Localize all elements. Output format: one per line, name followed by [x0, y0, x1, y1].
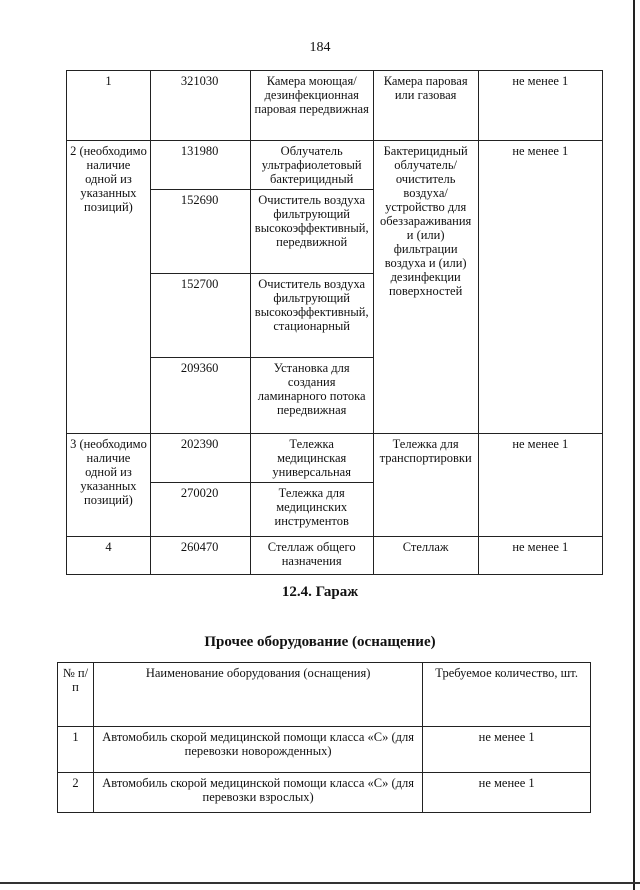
item-name: Очиститель воздуха фильтрующий высокоэффективный, стационарный — [250, 274, 373, 358]
row-number: 2 (необходимо наличие одной из указанных позиций) — [67, 141, 151, 434]
item-name: Установка для создания ламинарного потока передвижная — [250, 358, 373, 434]
row-number: 2 — [58, 773, 94, 813]
page-number: 184 — [309, 40, 331, 55]
table-row — [67, 537, 603, 575]
header-num: № п/п — [58, 663, 94, 727]
item-quantity: не менее 1 — [478, 434, 602, 537]
item-quantity: не менее 1 — [423, 727, 591, 773]
item-quantity: не менее 1 — [478, 537, 602, 575]
table-row — [67, 71, 603, 141]
item-code: 260470 — [150, 537, 250, 575]
item-name: Очиститель воздуха фильтрующий высокоэффективный, передвижной — [250, 190, 373, 274]
item-category: Камера паровая или газовая — [373, 71, 478, 141]
table-header-row — [58, 663, 591, 727]
table-row — [67, 434, 603, 483]
item-quantity: не менее 1 — [423, 773, 591, 813]
item-code: 131980 — [150, 141, 250, 190]
item-category: Тележка для транспортировки — [373, 434, 478, 537]
item-name: Облучатель ультрафиолетовый бактерицидный — [250, 141, 373, 190]
item-name: Автомобиль скорой медицинской помощи класса «С» (для перевозки новорожденных) — [93, 727, 422, 773]
item-category: Бактерицидный облучатель/ очиститель воздуха/ устройство для обеззараживания и (или) фильтрации воздуха и (или) дезинфекции поверхностей — [373, 141, 478, 434]
header-quantity: Требуемое количество, шт. — [423, 663, 591, 727]
row-number: 1 — [58, 727, 94, 773]
item-name: Тележка для медицинских инструментов — [250, 483, 373, 537]
header-name: Наименование оборудования (оснащения) — [93, 663, 422, 727]
section-title: 12.4. Гараж — [281, 584, 359, 600]
row-number: 3 (необходимо наличие одной из указанных позиций) — [67, 434, 151, 537]
table-row — [58, 727, 591, 773]
equipment-table — [66, 70, 603, 575]
item-quantity: не менее 1 — [478, 71, 602, 141]
item-category: Стеллаж — [373, 537, 478, 575]
item-code: 152690 — [150, 190, 250, 274]
item-code: 209360 — [150, 358, 250, 434]
table-row — [58, 773, 591, 813]
item-name: Камера моющая/ дезинфекционная паровая передвижная — [250, 71, 373, 141]
item-name: Тележка медицинская универсальная — [250, 434, 373, 483]
item-name: Стеллаж общего назначения — [250, 537, 373, 575]
scan-edge-right — [633, 0, 635, 890]
item-quantity: не менее 1 — [478, 141, 602, 434]
item-code: 152700 — [150, 274, 250, 358]
scan-edge-bottom — [0, 882, 640, 884]
table-row — [67, 141, 603, 190]
subsection-title: Прочее оборудование (оснащение) — [204, 634, 436, 650]
item-code: 202390 — [150, 434, 250, 483]
other-equipment-table — [57, 662, 591, 813]
row-number: 1 — [67, 71, 151, 141]
item-name: Автомобиль скорой медицинской помощи класса «С» (для перевозки взрослых) — [93, 773, 422, 813]
item-code: 321030 — [150, 71, 250, 141]
row-number: 4 — [67, 537, 151, 575]
item-code: 270020 — [150, 483, 250, 537]
